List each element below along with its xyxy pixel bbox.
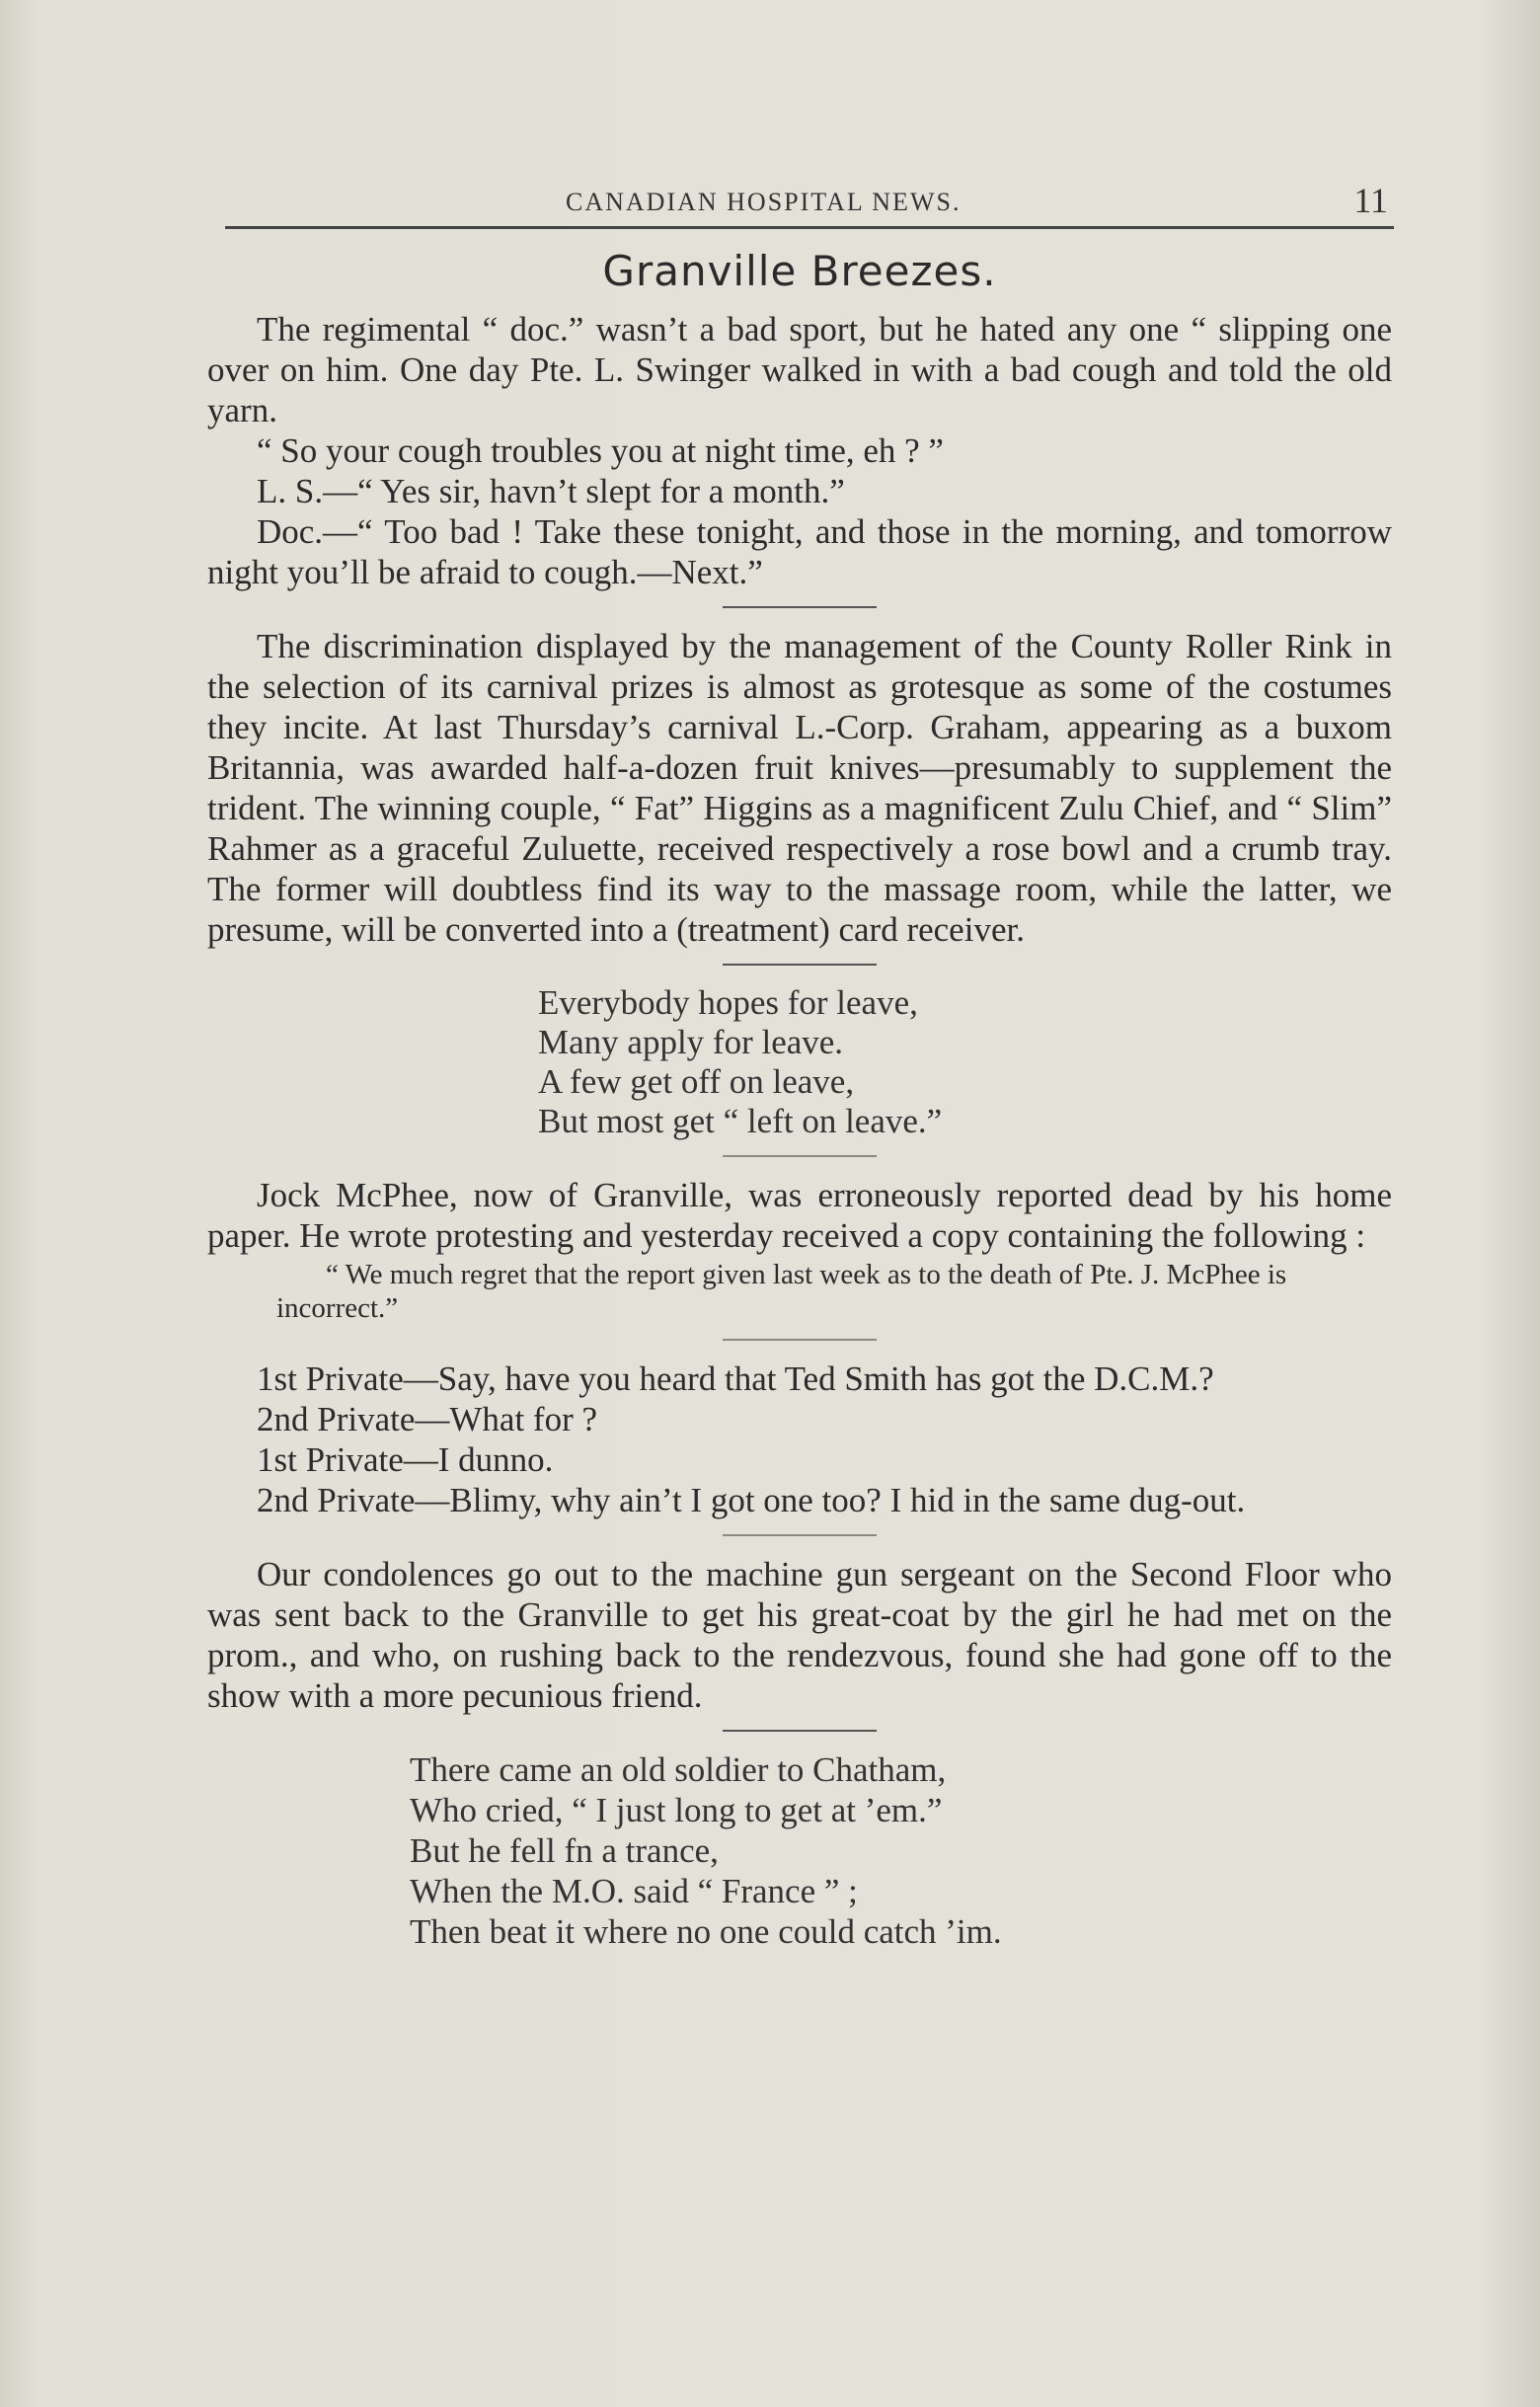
article-title: Granville Breezes. [602, 247, 997, 295]
item-doc-joke [207, 309, 1392, 592]
verse-chatham [410, 1749, 1392, 1952]
separator-rule [723, 964, 877, 966]
verse-leave [538, 983, 1392, 1141]
paragraph: The discrimination displayed by the management of the County Roller Rink in the selection of its carnival prizes is almost as grotesque as some of the costumes they incite. At last Thursday’s carnival L.-Corp. Graham, appearing as a buxom Britannia, was awarded half-a-dozen fruit knives—presumably to supplement the trident. The winning couple, “ Fat” Higgins as a magnificent Zulu Chief, and “ Slim” Rahmer as a graceful Zuluette, received respectively a rose bowl and a crumb tray. The former will doubtless find its way to the massage room, while the latter, we presume, will be converted into a (treatment) card receiver. [207, 627, 1392, 949]
paragraph: L. S.—“ Yes sir, havn’t slept for a month.” [257, 472, 845, 510]
verse-line: A few get off on leave, [538, 1062, 855, 1101]
page-number: 11 [1353, 181, 1388, 220]
quoted-notice [276, 1258, 1392, 1325]
quote-text: “ We much regret that the report given last week as to the death of Pte. J. McPhee is incorrect.” [276, 1259, 1287, 1324]
separator-rule [723, 1534, 877, 1536]
dialogue-line: 2nd Private—Blimy, why ain’t I got one too? I hid in the same dug-out. [257, 1481, 1246, 1519]
paragraph: “ So your cough troubles you at night time, eh ? ” [257, 431, 944, 470]
verse-line: Everybody hopes for leave, [538, 983, 918, 1022]
dialogue-line: 1st Private—Say, have you heard that Ted Smith has got the D.C.M.? [257, 1359, 1214, 1398]
paragraph: Our condolences go out to the machine gun sergeant on the Second Floor who was sent back to the Granville to get his great-coat by the girl he had met on the prom., and who, on rushing back to the rendezvous, found she had gone off to the show with a more pecunious friend. [207, 1555, 1392, 1715]
separator-rule [723, 606, 877, 608]
verse-line: Who cried, “ I just long to get at ’em.” [410, 1791, 943, 1829]
page-header [225, 180, 1394, 239]
verse-line: Then beat it where no one could catch ’im. [410, 1912, 1002, 1951]
verse-line: Many apply for leave. [538, 1023, 844, 1061]
paragraph: Doc.—“ Too bad ! Take these tonight, and those in the morning, and tomorrow night you’ll be afraid to cough.—Next.” [207, 512, 1392, 591]
paragraph: The regimental “ doc.” wasn’t a bad sport, but he hated any one “ slipping one over on him. One day Pte. L. Swinger walked in with a bad cough and told the old yarn. [207, 310, 1392, 429]
separator-rule [723, 1730, 877, 1732]
item-condolences [207, 1554, 1392, 1716]
separator-rule [723, 1155, 877, 1157]
dialogue-line: 2nd Private—What for ? [257, 1400, 598, 1438]
item-roller-rink [207, 626, 1392, 950]
dialogue-line: 1st Private—I dunno. [257, 1440, 554, 1479]
item-privates-dialogue [207, 1359, 1392, 1520]
verse-line: But most get “ left on leave.” [538, 1102, 943, 1140]
item-mcphee [207, 1175, 1392, 1325]
separator-rule [723, 1339, 877, 1341]
verse-line: But he fell fn a trance, [410, 1831, 719, 1870]
article [207, 247, 1392, 1952]
header-rule [225, 226, 1394, 229]
verse-line: When the M.O. said “ France ” ; [410, 1872, 858, 1910]
running-head: CANADIAN HOSPITAL NEWS. [566, 188, 962, 216]
verse-line: There came an old soldier to Chatham, [410, 1750, 947, 1789]
paragraph: Jock McPhee, now of Granville, was erroneously reported dead by his home paper. He wrote protesting and yesterday received a copy containing the following : [207, 1176, 1392, 1255]
